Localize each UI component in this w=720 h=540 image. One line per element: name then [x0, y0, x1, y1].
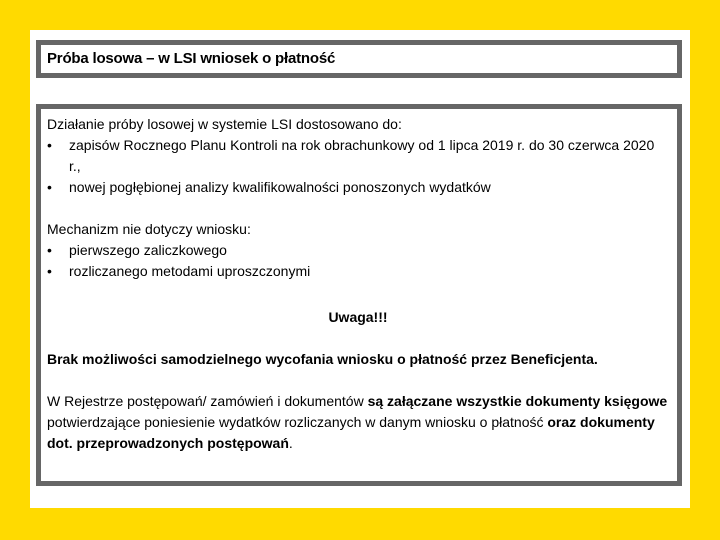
section2-intro: Mechanizm nie dotyczy wniosku: [47, 221, 251, 237]
bullet-icon: • [47, 137, 52, 153]
list-item [47, 177, 669, 198]
list-item-text: zapisów Rocznego Planu Kontroli na rok obrachunkowy od 1 lipca 2019 r. do 30 czerwca 2020 r., [69, 137, 655, 174]
list-item-text: nowej pogłębionej analizy kwalifikowalności ponoszonych wydatków [69, 179, 491, 195]
list-item [47, 240, 669, 261]
title-box [36, 40, 682, 78]
register-paragraph [47, 391, 669, 454]
bullet-icon: • [47, 263, 52, 279]
section1-intro: Działanie próby losowej w systemie LSI dostosowano do: [47, 116, 402, 132]
register-text-4: oraz dokumenty dot. przeprowadzonych postępowań [47, 414, 655, 451]
warning-text: Brak możliwości samodzielnego wycofania wniosku o płatność przez Beneficjenta. [47, 351, 598, 367]
register-text-5: . [288, 435, 293, 451]
content-box [36, 104, 682, 486]
register-text-2: są załączane wszystkie dokumenty księgowe [367, 393, 668, 409]
bullet-icon: • [47, 179, 52, 195]
list-item-text: pierwszego zaliczkowego [69, 242, 227, 258]
list-item-text: rozliczanego metodami uproszczonymi [69, 263, 311, 279]
list-item [47, 135, 669, 177]
bullet-icon: • [47, 242, 52, 258]
register-text-3: potwierdzające poniesienie wydatków rozliczanych w danym wniosku o płatność [47, 414, 548, 430]
list-item [47, 261, 669, 282]
slide-title: Próba losowa – w LSI wniosek o płatność [47, 50, 336, 67]
warning-heading: Uwaga!!! [328, 309, 388, 325]
register-text-1: W Rejestrze postępowań/ zamówień i dokumentów [47, 393, 368, 409]
